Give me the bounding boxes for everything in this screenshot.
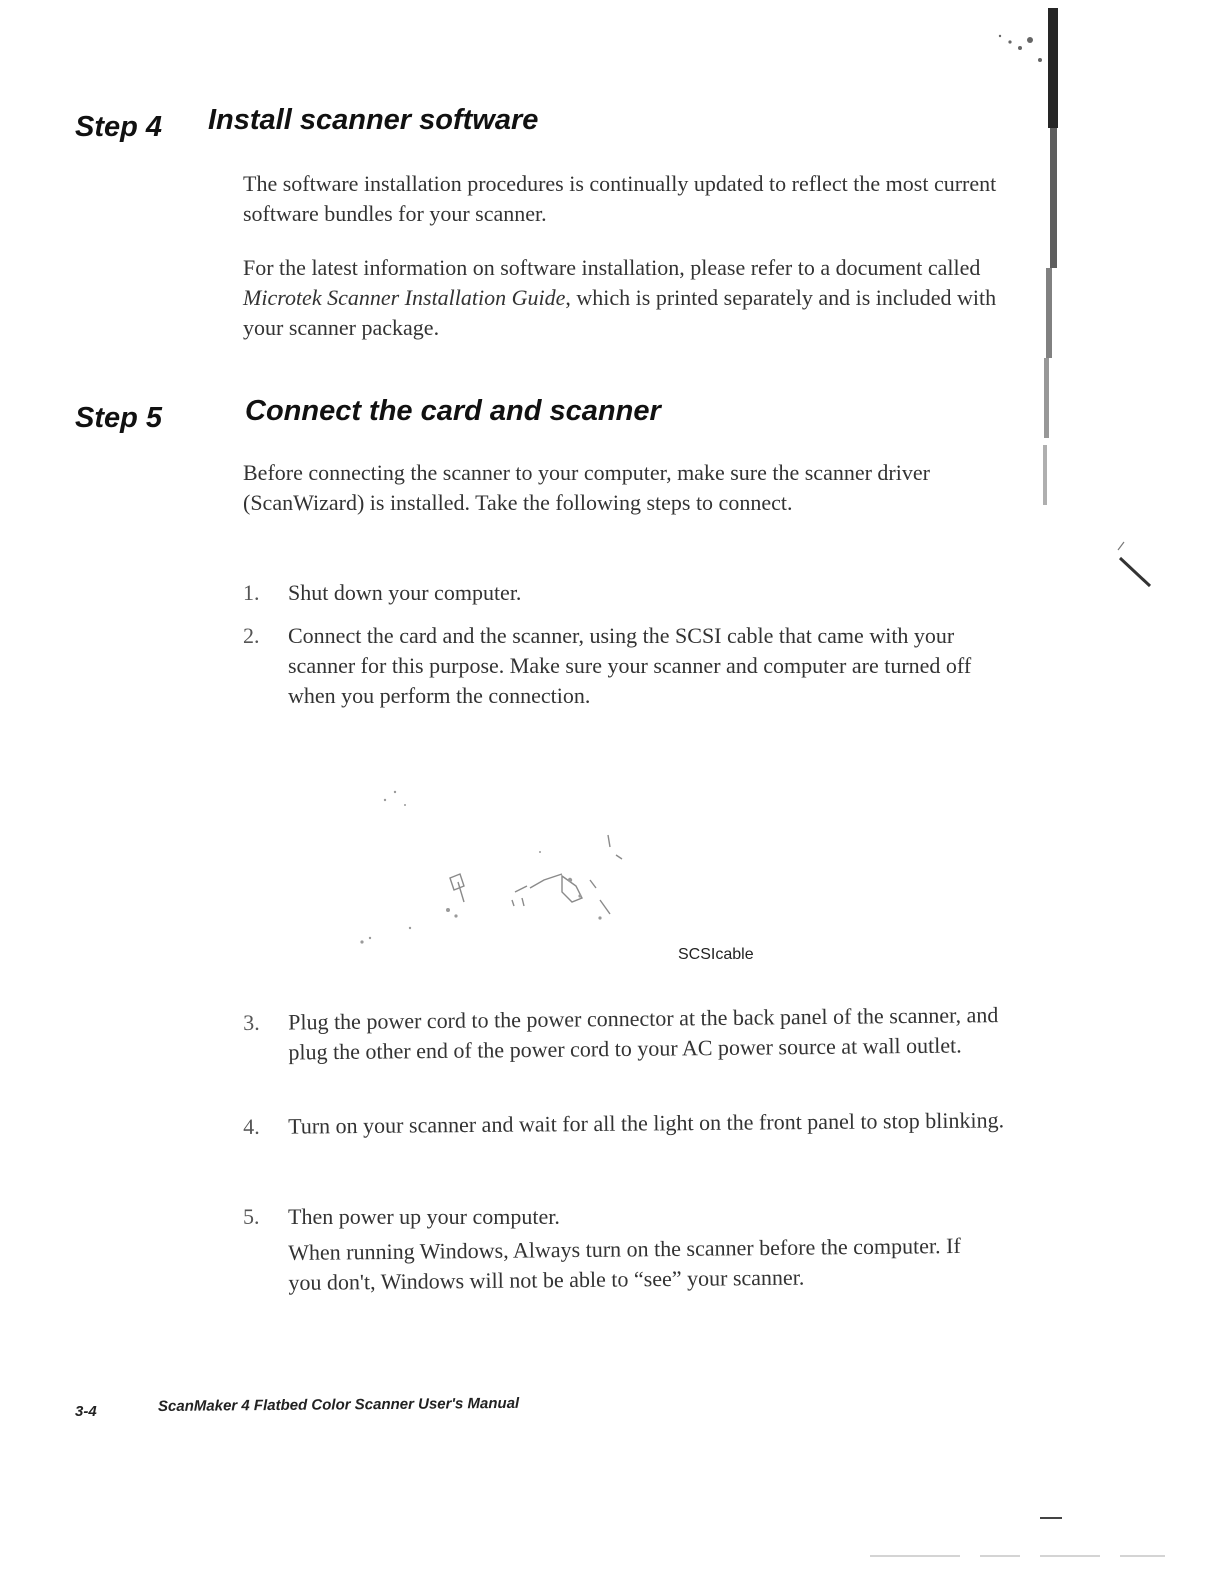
paragraph-2-text-after: , which is printed separately and is included with your scanner package. <box>243 285 997 340</box>
list-item-text: Shut down your computer. <box>288 580 522 605</box>
step-4-paragraph-1: The software installation procedures is continually updated to reflect the most current software bundles for your scanner. <box>243 171 997 226</box>
step-5-intro: Before connecting the scanner to your computer, make sure the scanner driver (ScanWizard) is installed. Take the following steps to connect. <box>243 460 930 515</box>
list-item <box>243 1105 1013 1142</box>
list-item <box>243 1000 1014 1068</box>
list-item-number: 3. <box>243 1009 260 1035</box>
list-item-number: 1. <box>243 580 260 605</box>
list-item-number: 5. <box>243 1204 260 1229</box>
list-item-text: Connect the card and the scanner, using the SCSI cable that came with your scanner for this purpose. Make sure your scanner and computer are turned off when you perform the connection. <box>288 623 972 708</box>
windows-note: When running Windows, Always turn on the scanner before the computer. If you don't, Windows will not be able to “see” your scanner. <box>288 1232 961 1295</box>
list-item-number: 4. <box>243 1113 260 1139</box>
list-item-text: Plug the power cord to the power connector at the back panel of the scanner, and plug the other end of the power cord to your AC power source at wall outlet. <box>288 1002 999 1065</box>
list-item-text: Then power up your computer. <box>288 1204 560 1229</box>
step-4-label: Step 4 <box>75 111 163 143</box>
step-4-paragraph-2 <box>243 253 1013 343</box>
list-item-number: 2. <box>243 623 260 648</box>
manual-title: ScanMaker 4 Flatbed Color Scanner User's Manual <box>157 1394 520 1415</box>
list-item <box>243 1202 1013 1232</box>
page-number: 3-4 <box>75 1403 97 1420</box>
scsi-cable-label: SCSIcable <box>678 946 754 963</box>
installation-guide-title: Microtek Scanner Installation Guide <box>243 285 566 310</box>
paragraph-2-text-before: For the latest information on software installation, please refer to a document called <box>243 255 981 280</box>
step-4-heading: Install scanner software <box>208 104 539 136</box>
step-5-label: Step 5 <box>75 402 163 434</box>
list-item <box>243 621 1013 711</box>
scsi-cable-illustration <box>330 760 680 960</box>
list-item-text: Turn on your scanner and wait for all the light on the front panel to stop blinking. <box>288 1107 1005 1139</box>
step-5-heading: Connect the card and scanner <box>245 395 661 427</box>
list-item <box>243 578 1013 608</box>
